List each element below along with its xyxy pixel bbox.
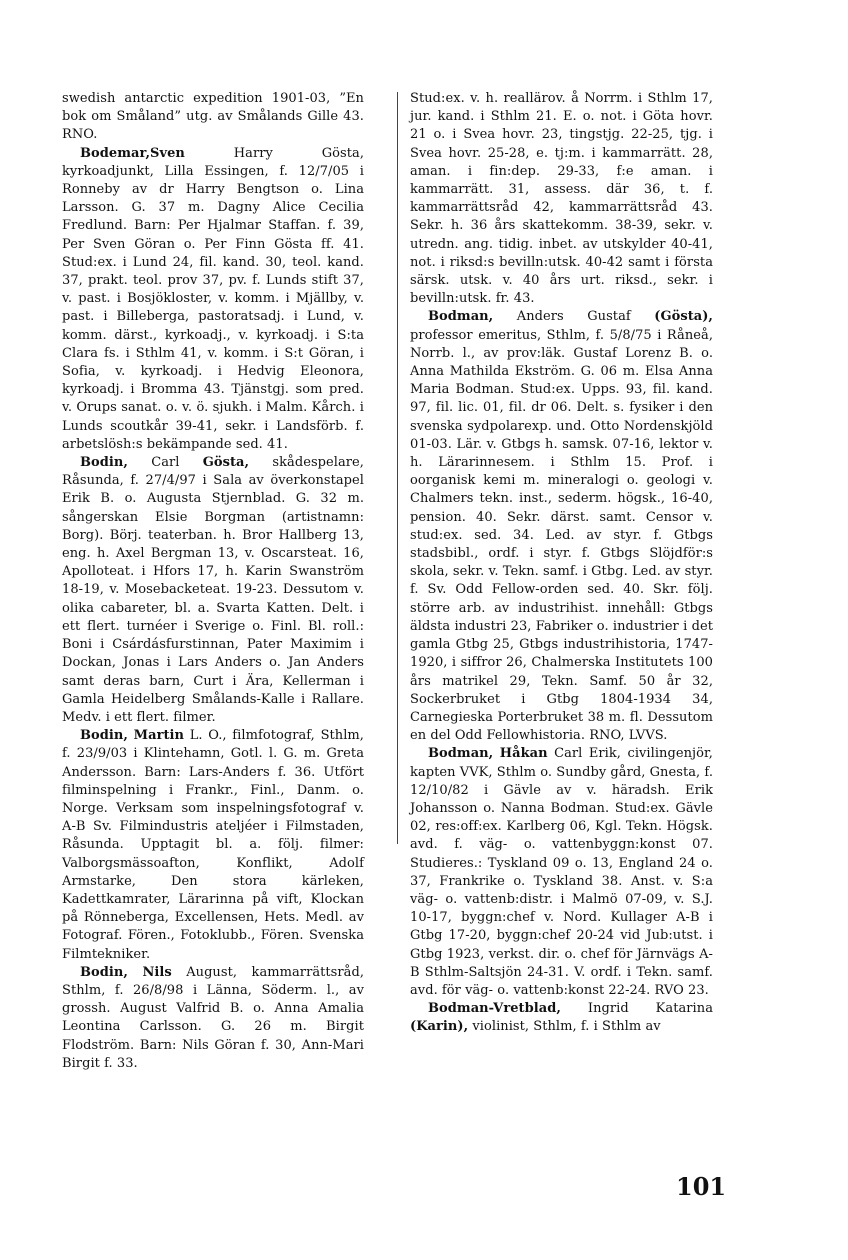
entry-body: kyrkoadjunkt, Lilla Essingen, f. 12/7/05 i Ronneby av dr Harry Bengtson o. Lina Larsson. G. 37 m. Dagny Alice Cecilia Fredlund. Barn: Per Hjalmar Staffan. f. 39, Per Sven Göran o. Per Finn Gösta ff. 41. Stud:ex. i Lund 24, fil. kand. 30, teol. kand. 37, prakt. teol. prov 37, pv. f. Lunds stift 37, v. past. i Bosjökloster, v. komm. i Mjällby, v. past. i Billeberga, pastoratsadj. i Lund, v. komm. därst., kyrkoadj., v. kyrkoadj. i S:ta Clara fs. i Sthlm 41, v. komm. i S:t Göran, i Sofia, v. kyrkoadj. i Hedvig Eleonora, kyrkoadj. i Bromma 43. Tjänstgj. som pred. v. Orups sanat. o. v. ö. sjukh. i Malm. Kårch. i Lunds scoutkår 39-41, sekr. i Landsförb. f. arbetslösh:s bekämpande sed. 41.	[62, 163, 364, 452]
entry-body: skådespelare, Råsunda, f. 27/4/97 i Sala av överkonstapel Erik B. o. Augusta Stjernblad. G. 32 m. sångerskan Elsie Borgman (artistnamn: Borg). Börj. teaterban. h. Bror Hallberg 13, eng. h. Axel Bergman 13, v. Oscarsteat. 16, Apolloteat. i Hfors 17, h. Karin Swanström 18-19, v. Mosebacketeat. 19-23. Dessutom v. olika cabareter, bl. a. Svarta Katten. Delt. i ett flert. turnéer i Sverige o. Finl. Bl. roll.: Boni i Csárdásfurstinnan, Pater Maximim i Dockan, Jonas i Lars Anders o. Jan Anders samt deras barn, Curt i Ära, Kellerman i Gamla Heidelberg Smålands-Kalle i Rallare. Medv. i ett flert. filmer.	[62, 455, 364, 725]
entry-given-names-rest: Harry Gösta,	[184, 145, 364, 161]
entry-called-name: Håkan	[499, 746, 548, 762]
entry-given-names: Anders Gustaf	[493, 309, 655, 325]
entry-body: violinist, Sthlm, f. i Sthlm av	[468, 1019, 661, 1035]
entry-given-names-rest: August,	[171, 964, 238, 980]
entry-called-name: Sven	[150, 145, 185, 161]
entry-body: filmfotograf, Sthlm, f. 23/9/03 i Klintehamn, Gotl. l. G. m. Greta Andersson. Barn: Lars-Anders f. 36. Utfört filminspelning i Frankr., Finl., Danm. o. Norge. Verksam som inspelningsfotograf v. A-B Sv. Filmindustris ateljéer i Filmstaden, Råsunda. Upptagit bl. a. följ. filmer: Valborgsmässoafton, Konflikt, Adolf Armstarke, Den stora kärleken, Kadettkamrater, Lärarinna på vift, Klockan på Rönneberga, Excellensen, Hets. Medl. av Fotograf. Fören., Fotoklubb., Fören. Svenska Filmtekniker.	[62, 728, 364, 962]
entry-bodin-carl-gosta	[62, 454, 364, 727]
entry-surname: Bodman,	[428, 309, 494, 325]
column-divider	[397, 92, 398, 844]
entry-cont-2	[410, 90, 713, 308]
entry-surname: Bodman,	[428, 746, 494, 762]
entry-cont-1	[62, 90, 364, 145]
entry-called-name: (Gösta),	[654, 309, 713, 325]
entry-bodemar-sven	[62, 145, 364, 454]
entry-bodman-vretblad	[410, 1000, 713, 1036]
entry-given-names: Carl	[127, 455, 203, 471]
entry-called-name: (Karin),	[410, 1019, 469, 1035]
entry-given-names: Ingrid Katarina	[560, 1001, 713, 1017]
page-number: 101	[676, 1172, 727, 1201]
entry-surname: Bodman-Vretblad,	[428, 1001, 561, 1017]
entry-body: civilingenjör, kapten VVK, Sthlm o. Sundby gård, Gnesta, f. 12/10/82 i Gävle av v. häradsh. Erik Johansson o. Nanna Bodman. Stud:ex. Gävle 02, res:off:ex. Karlberg 06, Kgl. Tekn. Högsk. avd. f. väg- o. vattenbyggn:konst 07. Studieres.: Tyskland 09 o. 13, England 24 o. 37, Frankrike o. Tyskland 38. Anst. v. S:a väg- o. vattenb:distr. i Malmö 07-09, v. S.J. 10-17, byggn:chef v. Nord. Kullager A-B i Gtbg 17-20, byggn:chef 20-24 vid Jub:utst. i Gtbg 1923, verkst. dir. o. chef för Järnvägs A-B Sthlm-Saltsjön 24-31. V. ordf. i Tekn. samf. avd. för väg- o. vattenb:konst 22-24. RVO 23.	[410, 746, 713, 998]
entry-body: professor emeritus, Sthlm, f. 5/8/75 i Råneå, Norrb. l., av prov:läk. Gustaf Lorenz B. o. Anna Mathilda Ekström. G. 06 m. Elsa Anna Maria Bodman. Stud:ex. Upps. 93, fil. kand. 97, fil. lic. 01, fil. dr 06. Delt. s. fysiker i den svenska sydpolarexp. und. Otto Nordenskjöld 01-03. Lär. v. Gtbgs h. samsk. 07-16, lektor v. h. Lärarinnesem. i Sthlm 15. Prof. i oorganisk kemi m. mineralogi o. geologi v. Chalmers tekn. inst., sederm. högsk., 16-40, pension. 40. Sekr. därst. samt. Censor v. stud:ex. sed. 34. Led. av styr. f. Gtbgs stadsbibl., ordf. i styr. f. Gtbgs Slöjdför:s skola, sekr. v. Tekn. samf. i Gtbg. Led. av styr. f. Sv. Odd Fellow-orden sed. 40. Skr. följ. större arb. av industrihist. innehåll: Gtbgs äldsta industri 23, Fabriker o. industrier i det gamla Gtbg 25, Gtbgs industrihistoria, 1747-1920, i siffror 26, Chalmerska Institutets 100 års matrikel 29, Tekn. Samf. 50 år 32, Sockerbruket i Gtbg 1804-1934 34, Carnegieska Porterbruket 38 m. fl. Dessutom en del Odd Fellowhistoria. RNO, LVVS.	[410, 327, 713, 744]
entry-bodin-nils	[62, 964, 364, 1073]
entry-called-name: Gösta,	[202, 455, 250, 471]
entry-surname: Bodin,	[80, 964, 128, 980]
entry-given-names	[128, 965, 142, 980]
entry-called-name: Nils	[142, 964, 172, 980]
entry-body: kammarrättsråd, Sthlm, f. 26/8/98 i Länna, Söderm. l., av grossh. August Valfrid B. o. Anna Amalia Leontina Carlsson. G. 26 m. Birgit Flodström. Barn: Nils Göran f. 30, Ann-Mari Birgit f. 33.	[62, 964, 365, 1071]
entry-given-names-rest: L. O.,	[184, 728, 227, 744]
entry-surname: Bodin,	[80, 455, 128, 471]
entry-body: Stud:ex. v. h. reallärov. å Norrm. i Sthlm 17, jur. kand. i Sthlm 21. E. o. not. i Göta hovr. 21 o. i Svea hovr. 23, tingstjg. 22-25, tjg. i Svea hovr. 25-28, e. tj:m. i kammarrätt. 28, aman. i fin:dep. 29-33, f:e aman. i kammarrätt. 31, assess. där 36, t. f. kammarrättsråd 42, kammarrättsråd 43. Sekr. h. 36 års skattekomm. 38-39, sekr. v. utredn. ang. tidig. inbet. av utskylder 40-41, not. i riksd:s bevilln:utsk. 40-42 samt i första särsk. utsk. v. 40 års urt. riksd., sekr. i bevilln:utsk. fr. 43.	[410, 91, 713, 307]
entry-body: swedish antarctic expedition 1901-03, ”En bok om Småland” utg. av Smålands Gille 43. RNO.	[62, 91, 364, 143]
entry-bodman-anders-gosta	[410, 308, 713, 745]
entry-bodman-hakan	[410, 745, 713, 1000]
entry-called-name: Martin	[133, 728, 185, 744]
entry-bodin-martin	[62, 727, 364, 964]
left-column	[62, 90, 364, 1073]
right-column	[410, 90, 713, 1037]
entry-given-names-rest: Carl Erik,	[547, 746, 621, 762]
entry-surname: Bodin,	[80, 728, 128, 744]
entry-surname: Bodemar,	[80, 145, 151, 161]
